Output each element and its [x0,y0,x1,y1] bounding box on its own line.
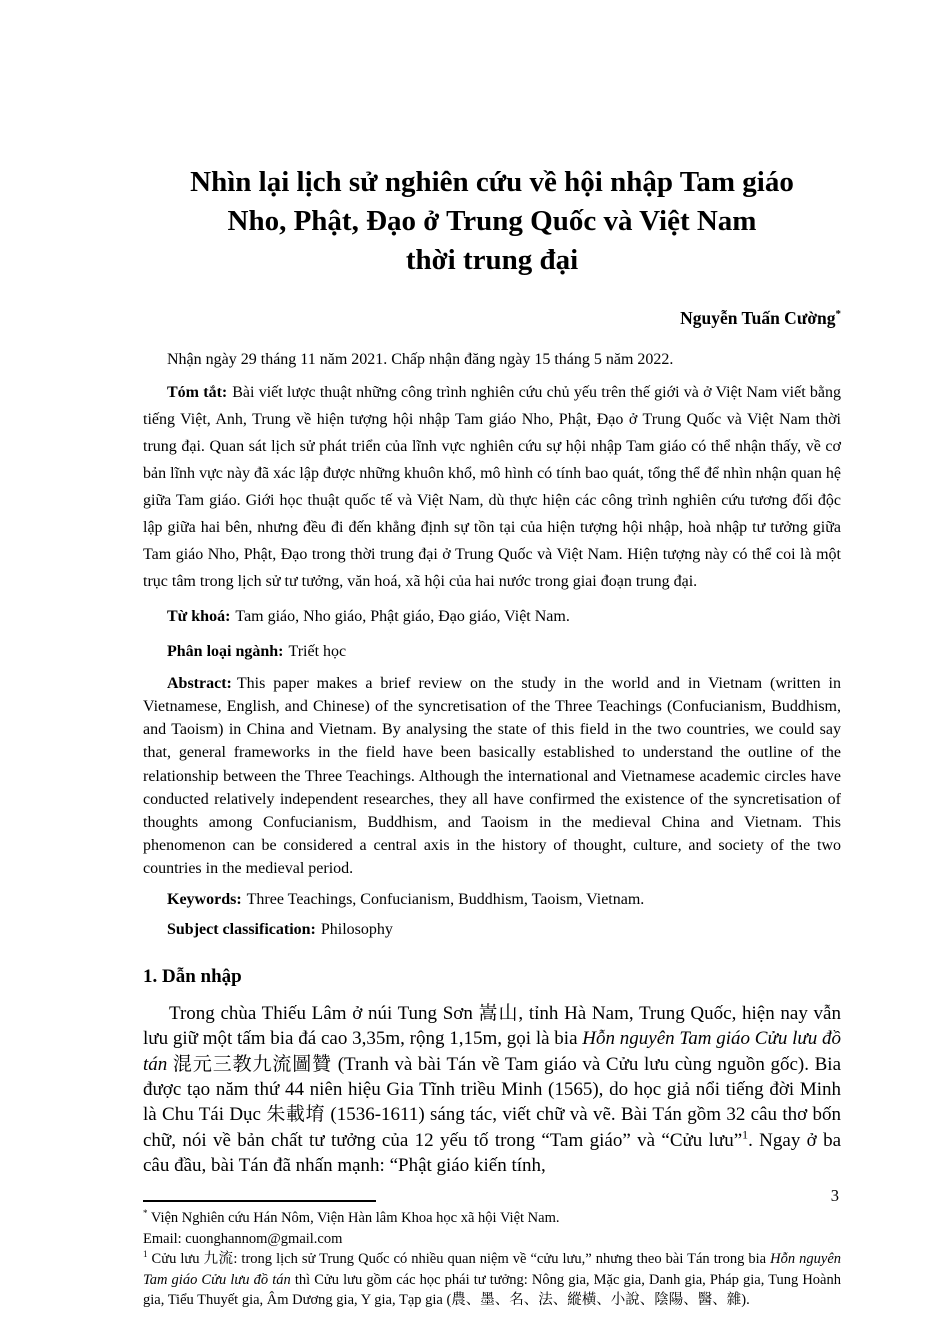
author-name: Nguyễn Tuấn Cường [680,307,836,328]
section-1-paragraph: Trong chùa Thiếu Lâm ở núi Tung Sơn 嵩山, tỉnh Hà Nam, Trung Quốc, hiện nay vẫn lưu giữ một tấm bia đá cao 3,35m, rộng 1,15m, gọi là bia Hỗn nguyên Tam giáo Cửu lưu đồ tán 混元三教九流圖贊 (Tranh và bài Tán về Tam giáo và Cửu lưu cùng nguồn gốc). Bia được tạo năm thứ 44 niên hiệu Gia Tĩnh triều Minh (1565), do học giả nổi tiếng đời Minh là Chu Tái Dục 朱載堉 (1536-1611) sáng tác, viết chữ và vẽ. Bài Tán gồm 32 câu thơ bốn chữ, nói về bản chất tư tưởng của 12 yếu tố trong “Tam giáo” và “Cửu lưu”$^1$. Ngay ở ba câu đầu, bài Tán đã nhấn mạnh: “Phật giáo kiến tính, [143,1003,841,1176]
author-line [143,303,841,329]
abstract-english-text: This paper makes a brief review on the study in the world and in Vietnam (written in Vietnamese, English, and Chinese) of the syncretisation of the Three Teachings (Confucianism, Buddhism, and Taoism) in China and Vietnam. By analysing the state of this field in the two countries, we could say that, general frameworks in the field have been basically established to understand the outline of the relationship between the Three Teachings. Although the international and Vietnamese academic circles have conducted relatively independent researches, they all have confirmed the existence of the syncretisation of thoughts among Confucianism, Buddhism, and Taoism in the medieval China and Vietnam. This phenomenon can be considered a central axis in the history of thought, culture, and society of the two countries in the medieval period. [143,674,841,878]
article-title-line1: Nhìn lại lịch sử nghiên cứu về hội nhập Tam giáo [190,166,794,198]
subject-classification-english-label: Subject classification: [167,920,316,938]
subject-classification-vietnamese [143,638,841,665]
subject-classification-english [143,918,841,941]
abstract-vietnamese-label: Tóm tắt: [167,383,228,401]
keywords-vietnamese-text: Tam giáo, Nho giáo, Phật giáo, Đạo giáo, Việt Nam. [235,607,570,625]
keywords-english-text: Three Teachings, Confucianism, Buddhism, Taoism, Vietnam. [246,890,645,908]
footnotes [143,1208,841,1311]
page-number: 3 [830,1186,839,1205]
subject-classification-vietnamese-label: Phân loại ngành: [167,642,284,660]
keywords-english-label: Keywords: [167,890,242,908]
author-footnote-marker: * [835,308,841,320]
abstract-vietnamese-text: Bài viết lược thuật những công trình nghiên cứu chủ yếu trên thế giới và ở Việt Nam viết bằng tiếng Việt, Anh, Trung về hiện tượng hội nhập Tam giáo Nho, Phật, Đạo ở Trung Quốc và Việt Nam thời trung đại. Quan sát lịch sử phát triển của lĩnh vực nghiên cứu sự hội nhập Tam giáo có thể nhận thấy, về cơ bản lĩnh vực này đã xác lập được những khuôn khổ, mô hình có tính bao quát, tổng thể để nhìn nhận quan hệ giữa Tam giáo. Giới học thuật quốc tế và Việt Nam, dù thực hiện các công trình nghiên cứu tương đối độc lập giữa hai bên, nhưng đều đi đến khẳng định sự tồn tại của hiện tượng hội nhập, hoà nhập tư tưởng giữa Tam giáo Nho, Phật, Đạo trong thời trung đại ở Trung Quốc và Việt Nam. Hiện tượng này có thể coi là một trục tâm trong lịch sử tư tưởng, văn hoá, xã hội của hai nước trong giai đoạn trung đại. [143,383,842,590]
article-title-line3: thời trung đại [405,244,579,276]
abstract-english-label: Abstract: [167,674,232,692]
section-1-heading: 1. Dẫn nhập [143,966,242,988]
keywords-vietnamese-label: Từ khoá: [167,607,231,625]
subject-classification-vietnamese-text: Triết học [288,642,347,660]
footnote-separator [143,1200,376,1202]
abstract-english [143,672,841,881]
footnote-1: $^1$ Cửu lưu 九流: trong lịch sử Trung Quốc có nhiều quan niệm về “cửu lưu,” nhưng theo bài Tán trong bia Hỗn nguyên Tam giáo Cửu lưu đồ tán thì Cửu lưu gồm các học phái tư tưởng: Nông gia, Mặc gia, Danh gia, Pháp gia, Tung Hoành gia, Tiểu Thuyết gia, Âm Dương gia, Y gia, Tạp gia (農、墨、名、法、縱橫、小說、陰陽、醫、雜). [143,1249,842,1309]
subject-classification-english-text: Philosophy [320,920,393,938]
received-accepted-dates: Nhận ngày 29 tháng 11 năm 2021. Chấp nhận đăng ngày 15 tháng 5 năm 2022. [167,350,674,368]
keywords-english [143,888,841,911]
article-title-line2: Nho, Phật, Đạo ở Trung Quốc và Việt Nam [227,205,757,237]
keywords-vietnamese [143,603,841,630]
article-title [143,163,841,280]
abstract-vietnamese [143,379,841,595]
footnote-email: Email: cuonghannom@gmail.com [143,1230,343,1247]
footnote-affiliation: * Viện Nghiên cứu Hán Nôm, Viện Hàn lâm Khoa học xã hội Việt Nam. [143,1208,560,1227]
